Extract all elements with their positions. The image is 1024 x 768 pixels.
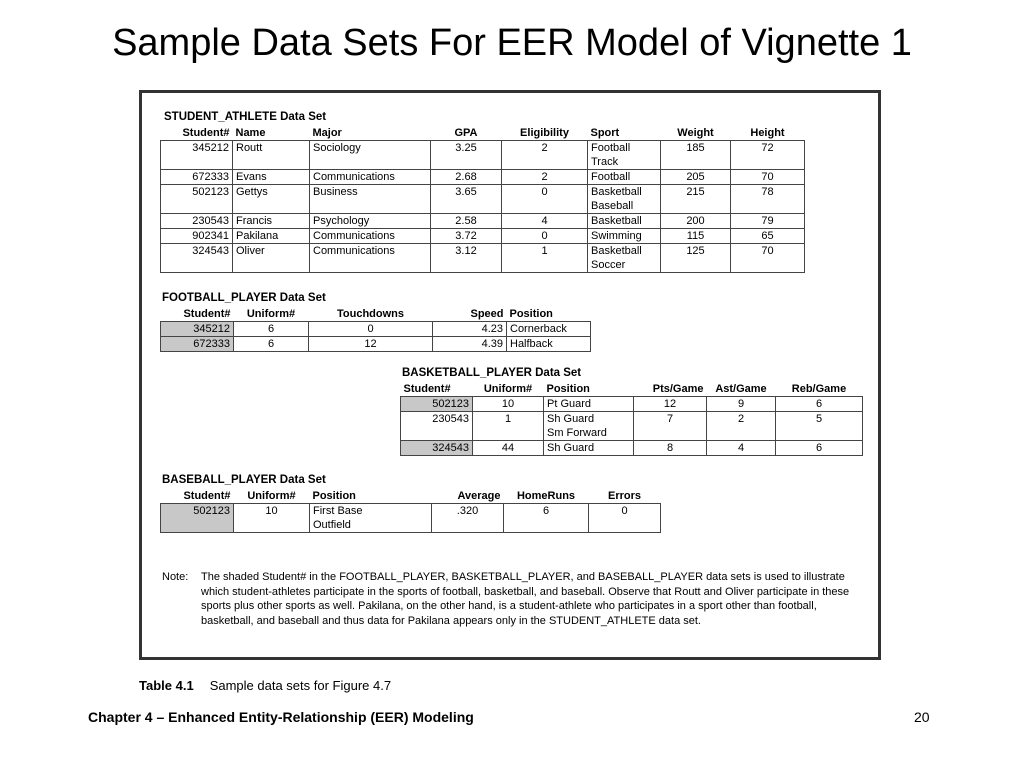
table-row <box>401 412 863 441</box>
cell-position: Halfback <box>507 337 591 352</box>
caption-label: Table 4.1 <box>139 678 194 693</box>
cell-student-shaded: 324543 <box>401 441 473 456</box>
cell-major: Communications <box>310 170 431 185</box>
column-header: Uniform# <box>483 383 533 395</box>
cell-gpa: 3.12 <box>431 244 502 273</box>
cell-student: 230543 <box>401 412 473 441</box>
column-header: Student# <box>182 127 230 139</box>
cell-name: Oliver <box>233 244 310 273</box>
football-player-title: FOOTBALL_PLAYER Data Set <box>162 292 326 304</box>
table-row <box>161 504 661 533</box>
cell-errors: 0 <box>589 504 661 533</box>
cell-gpa: 3.65 <box>431 185 502 214</box>
column-header: Ast/Game <box>715 383 767 395</box>
cell-sport <box>588 141 661 170</box>
cell-student: 902341 <box>161 229 233 244</box>
cell-ast: 9 <box>707 397 776 412</box>
sport-line: Basketball <box>591 245 642 257</box>
column-header: Reb/Game <box>791 383 847 395</box>
cell-name: Pakilana <box>233 229 310 244</box>
cell-weight: 115 <box>661 229 731 244</box>
cell-reb: 5 <box>776 412 863 441</box>
cell-student: 324543 <box>161 244 233 273</box>
cell-weight: 215 <box>661 185 731 214</box>
cell-uniform: 10 <box>234 504 310 533</box>
column-header: Student# <box>183 490 231 502</box>
cell-weight: 205 <box>661 170 731 185</box>
table-row <box>161 214 805 229</box>
football-player-table <box>160 307 591 352</box>
cell-average: .320 <box>432 504 504 533</box>
cell-position: Sh Guard <box>544 441 634 456</box>
cell-touchdowns: 12 <box>309 337 433 352</box>
note-label: Note: <box>162 571 189 583</box>
cell-sport: Basketball <box>588 214 661 229</box>
cell-name: Gettys <box>233 185 310 214</box>
table-row <box>161 170 805 185</box>
cell-height: 70 <box>731 170 805 185</box>
table-row <box>161 229 805 244</box>
column-header: Uniform# <box>246 308 296 320</box>
cell-student-shaded: 502123 <box>161 504 234 533</box>
student-athlete-title: STUDENT_ATHLETE Data Set <box>164 111 327 123</box>
cell-gpa: 2.58 <box>431 214 502 229</box>
cell-major: Sociology <box>310 141 431 170</box>
cell-position <box>544 412 634 441</box>
cell-homeruns: 6 <box>504 504 589 533</box>
table-row <box>161 322 591 337</box>
cell-weight: 185 <box>661 141 731 170</box>
cell-weight: 200 <box>661 214 731 229</box>
column-header: Sport <box>590 127 620 139</box>
position-line: Sh Guard <box>547 413 595 425</box>
note-text: The shaded Student# in the FOOTBALL_PLAYER, BASKETBALL_PLAYER, and BASEBALL_PLAYER data sets is used to illustrate which student-athletes participate in the sports of football, basketball, and baseball. Observe that Routt and Oliver participate in these sports plus other sports as well. Pakilana, on the other hand, is a student-athlete who participates in a sport other than football, basketball, and baseball and thus data for Pakilana appears only in the STUDENT_ATHLETE data set. <box>201 571 850 627</box>
cell-ast: 2 <box>707 412 776 441</box>
cell-uniform: 6 <box>234 337 309 352</box>
cell-uniform: 10 <box>473 397 544 412</box>
cell-major: Communications <box>310 229 431 244</box>
baseball-player-title: BASEBALL_PLAYER Data Set <box>162 474 326 486</box>
cell-position <box>310 504 432 533</box>
position-line: Sm Forward <box>547 427 607 439</box>
cell-student: 230543 <box>161 214 233 229</box>
column-header: Pts/Game <box>652 383 704 395</box>
sport-line: Baseball <box>591 200 634 212</box>
cell-eligibility: 1 <box>502 244 588 273</box>
cell-gpa: 3.72 <box>431 229 502 244</box>
cell-name: Evans <box>233 170 310 185</box>
table-row <box>161 141 805 170</box>
position-line: First Base <box>313 505 363 517</box>
cell-height: 65 <box>731 229 805 244</box>
table-row <box>401 441 863 456</box>
column-header: Touchdowns <box>336 308 404 320</box>
cell-major: Business <box>310 185 431 214</box>
sport-line: Football <box>591 142 631 154</box>
sport-line: Track <box>591 156 619 168</box>
column-header: Position <box>509 308 553 320</box>
cell-height: 78 <box>731 185 805 214</box>
basketball-player-title: BASKETBALL_PLAYER Data Set <box>402 367 582 379</box>
table-row <box>161 185 805 214</box>
student-athlete-table <box>160 126 805 273</box>
column-header: Position <box>546 383 590 395</box>
table-row <box>401 397 863 412</box>
cell-ast: 4 <box>707 441 776 456</box>
table-header-row <box>401 382 863 397</box>
column-header: Student# <box>403 383 451 395</box>
cell-reb: 6 <box>776 397 863 412</box>
cell-major: Communications <box>310 244 431 273</box>
table-row <box>161 244 805 273</box>
cell-student: 502123 <box>161 185 233 214</box>
table-header-row <box>161 126 805 141</box>
cell-height: 70 <box>731 244 805 273</box>
table-header-row <box>161 307 591 322</box>
position-line: Outfield <box>313 519 351 531</box>
cell-student-shaded: 502123 <box>401 397 473 412</box>
column-header: Weight <box>677 127 714 139</box>
cell-eligibility: 2 <box>502 141 588 170</box>
footer-chapter: Chapter 4 – Enhanced Entity-Relationship (EER) Modeling <box>88 709 474 725</box>
sport-line: Soccer <box>591 259 626 271</box>
cell-sport: Swimming <box>588 229 661 244</box>
cell-height: 72 <box>731 141 805 170</box>
column-header: Major <box>312 127 342 139</box>
sport-line: Basketball <box>591 186 642 198</box>
cell-touchdowns: 0 <box>309 322 433 337</box>
cell-eligibility: 0 <box>502 185 588 214</box>
column-header: Position <box>312 490 356 502</box>
table-header-row <box>161 489 661 504</box>
slide-title: Sample Data Sets For EER Model of Vignette 1 <box>112 22 912 64</box>
column-header: Name <box>235 127 266 139</box>
cell-weight: 125 <box>661 244 731 273</box>
figure-frame <box>139 90 881 660</box>
column-header: GPA <box>454 127 478 139</box>
cell-speed: 4.23 <box>433 322 507 337</box>
table-caption <box>139 678 391 693</box>
cell-sport <box>588 244 661 273</box>
cell-position: Cornerback <box>507 322 591 337</box>
baseball-player-table <box>160 489 661 533</box>
column-header: Eligibility <box>520 127 569 139</box>
cell-gpa: 2.68 <box>431 170 502 185</box>
column-header: Errors <box>607 490 642 502</box>
table-row <box>161 337 591 352</box>
cell-eligibility: 0 <box>502 229 588 244</box>
caption-text: Sample data sets for Figure 4.7 <box>209 678 392 693</box>
cell-uniform: 1 <box>473 412 544 441</box>
cell-pts: 8 <box>634 441 707 456</box>
column-header: Speed <box>470 308 504 320</box>
cell-name: Routt <box>233 141 310 170</box>
column-header: HomeRuns <box>516 490 576 502</box>
cell-name: Francis <box>233 214 310 229</box>
cell-uniform: 6 <box>234 322 309 337</box>
cell-major: Psychology <box>310 214 431 229</box>
cell-sport <box>588 185 661 214</box>
cell-gpa: 3.25 <box>431 141 502 170</box>
column-header: Average <box>457 490 501 502</box>
cell-student: 345212 <box>161 141 233 170</box>
basketball-player-table <box>400 382 863 456</box>
cell-eligibility: 2 <box>502 170 588 185</box>
cell-speed: 4.39 <box>433 337 507 352</box>
cell-eligibility: 4 <box>502 214 588 229</box>
page-number: 20 <box>914 709 930 725</box>
column-header: Student# <box>183 308 231 320</box>
cell-sport: Football <box>588 170 661 185</box>
column-header: Height <box>750 127 785 139</box>
cell-uniform: 44 <box>473 441 544 456</box>
cell-height: 79 <box>731 214 805 229</box>
cell-student-shaded: 345212 <box>161 322 234 337</box>
cell-position: Pt Guard <box>544 397 634 412</box>
cell-student: 672333 <box>161 170 233 185</box>
cell-student-shaded: 672333 <box>161 337 234 352</box>
cell-reb: 6 <box>776 441 863 456</box>
column-header: Uniform# <box>247 490 296 502</box>
cell-pts: 7 <box>634 412 707 441</box>
cell-pts: 12 <box>634 397 707 412</box>
